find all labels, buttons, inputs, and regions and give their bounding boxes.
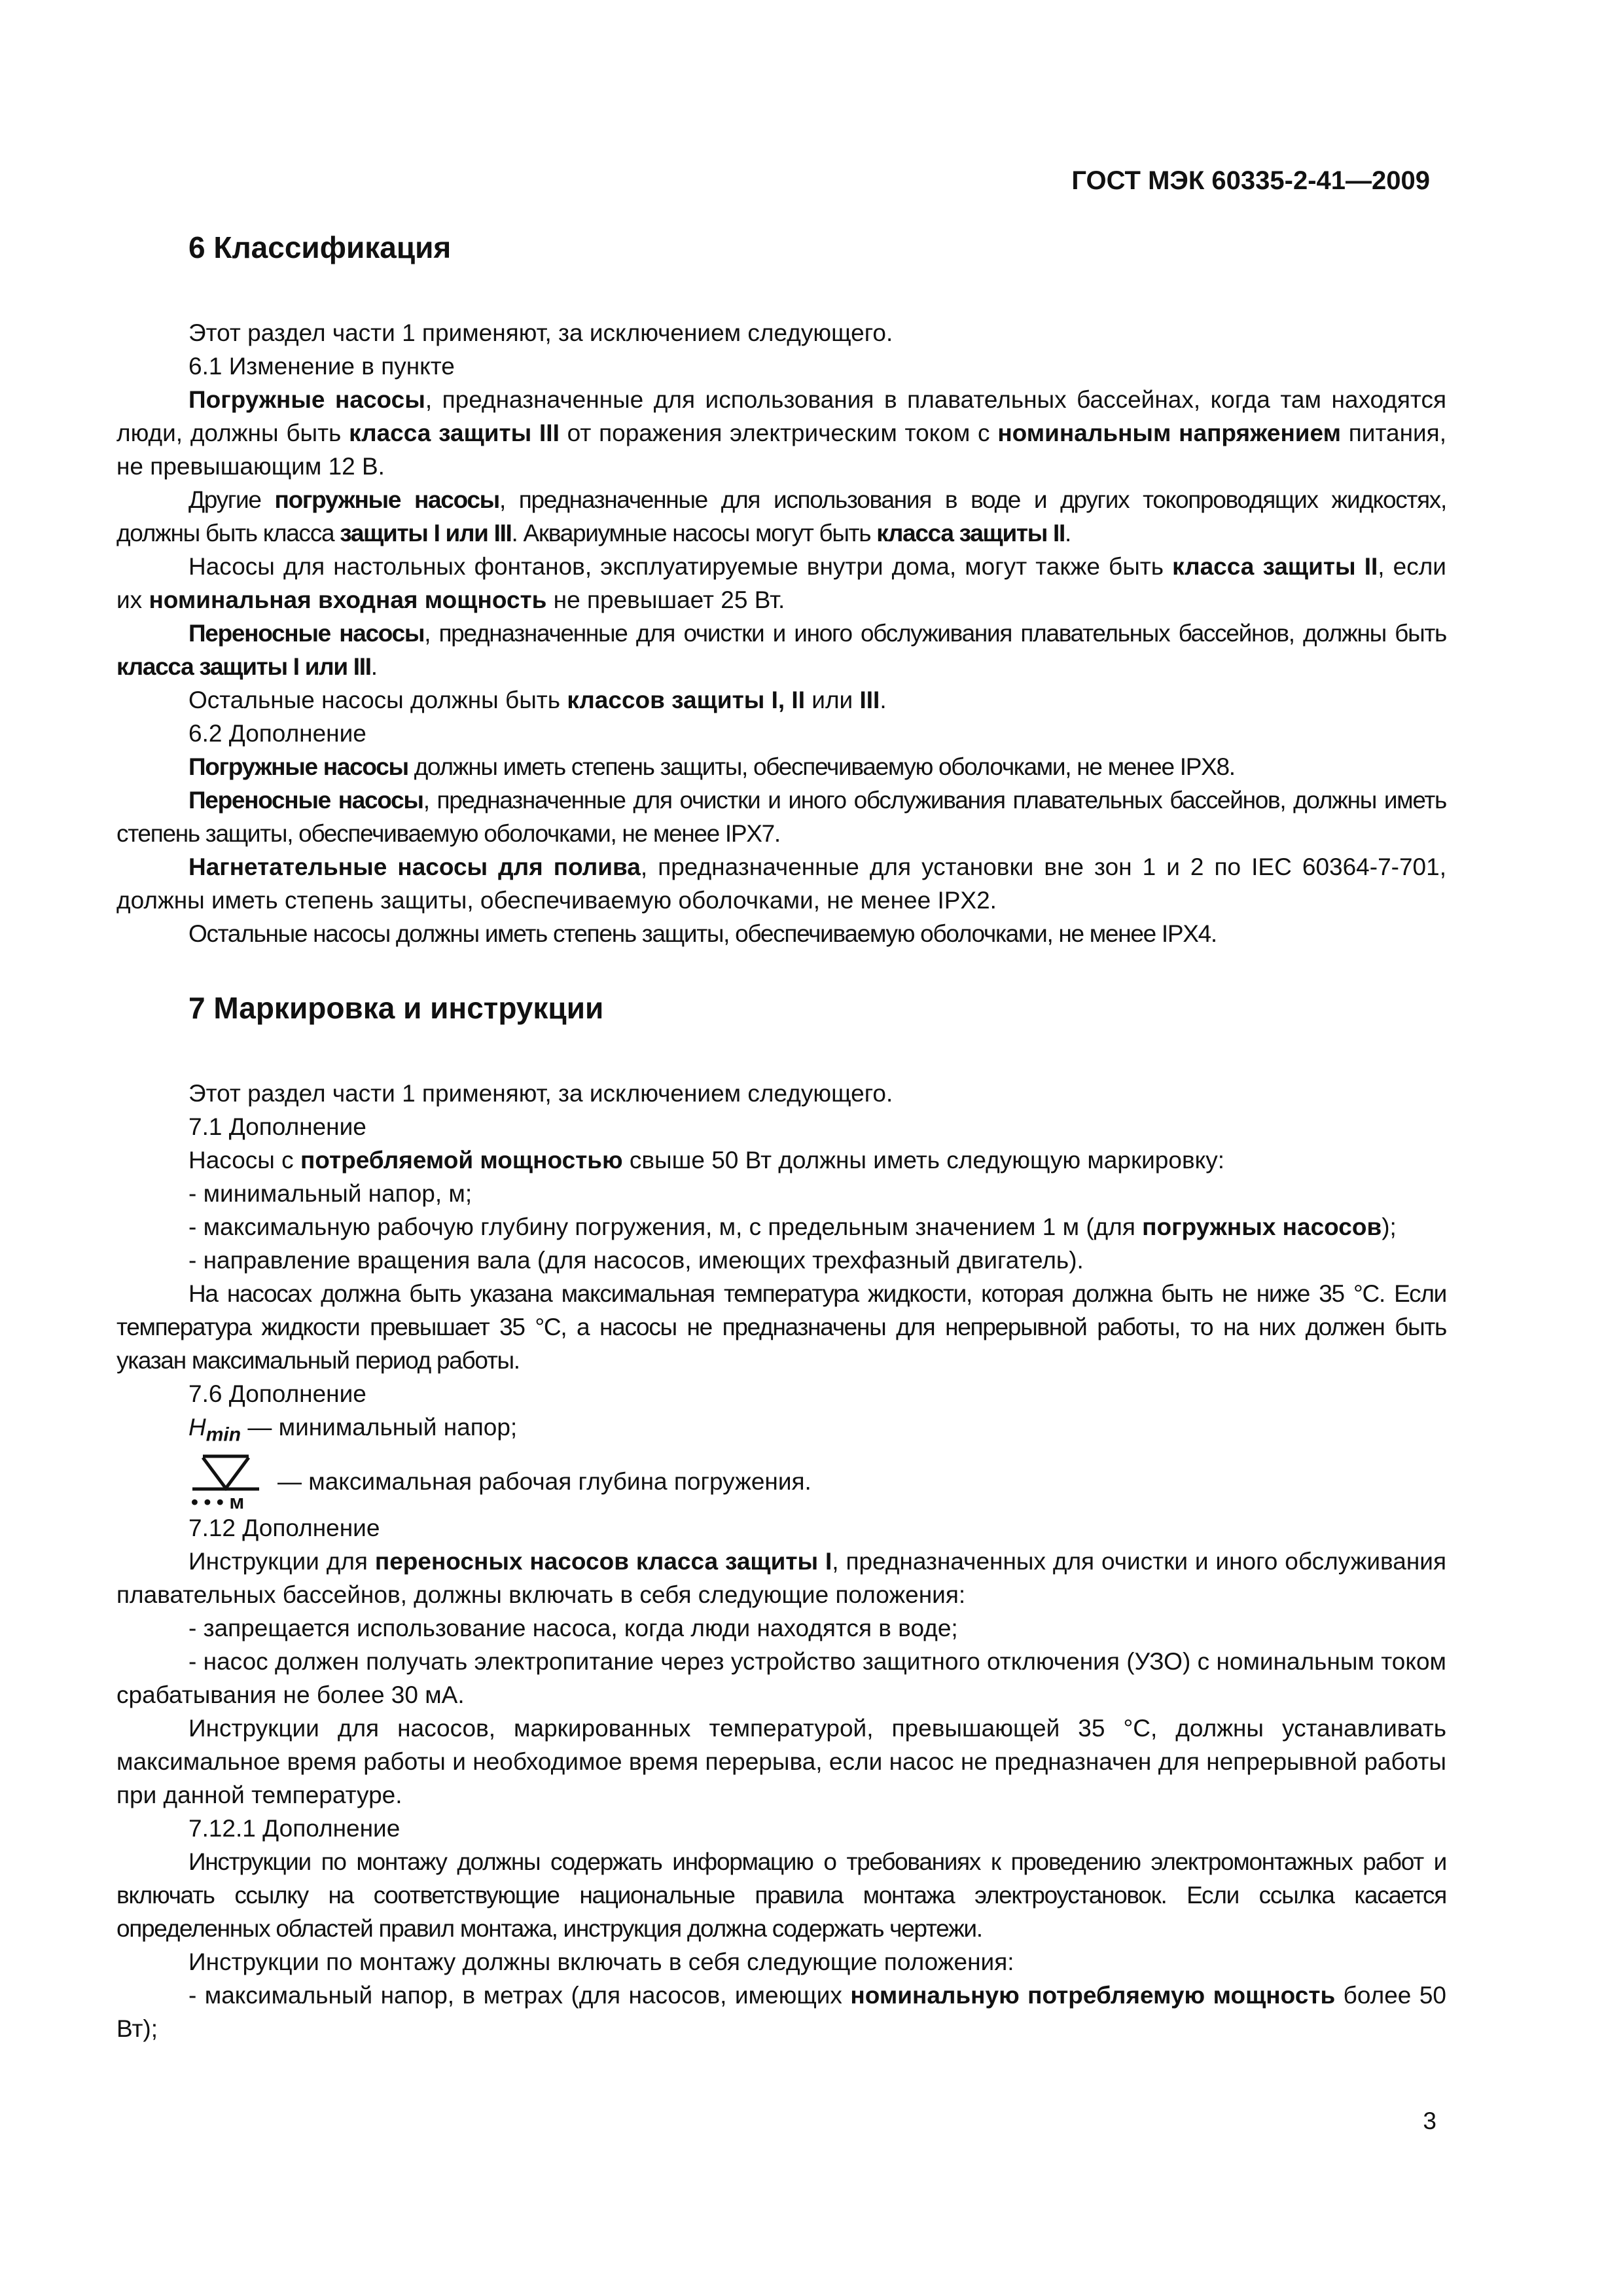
s7-paragraph-installation-provisions: Инструкции по монтажу должны включать в себя следующие положения: — [188, 1948, 1014, 1976]
s7-paragraph-portable-instructions: Инструкции для переносных насосов класса защиты I, предназначенных для очистки и иного обслуживания плавательных бассейнов, должны включать в себя следующие положения: — [116, 1548, 1446, 1609]
s7-clause-7-12: 7.12 Дополнение — [188, 1515, 380, 1542]
term: Погружные насосы — [188, 386, 425, 413]
s6-paragraph-other-pumps: Остальные насосы должны быть классов защиты I, II или III. — [188, 687, 887, 713]
term: классов защиты I, II — [567, 687, 805, 713]
hmin-symbol: H — [188, 1414, 206, 1441]
s7-paragraph-marking: Насосы с потребляемой мощностью свыше 50 Вт должны иметь следующую маркировку: — [188, 1147, 1224, 1174]
s7-list-item-rotation: - направление вращения вала (для насосов, имеющих трехфазный двигатель). — [188, 1247, 1084, 1274]
s7-list-item-rcd: - насос должен получать электропитание через устройство защитного отключения (УЗО) с номинальным током срабатывания не более 30 мА. — [116, 1648, 1446, 1709]
s6-paragraph-ipx7: Переносные насосы, предназначенные для очистки и иного обслуживания плавательных бассейнов, должны иметь степень защиты, обеспечиваемую оболочками, не менее IPX7. — [116, 787, 1446, 847]
term: погружные насосы — [274, 486, 499, 513]
s7-list-item-no-people: - запрещается использование насоса, когда люди находятся в воде; — [188, 1615, 958, 1642]
s7-hmin-line: $H_{min}$ — минимальный напор; — [188, 1414, 518, 1446]
term: класса защиты I или III — [116, 653, 371, 680]
term: номинальным напряжением — [997, 420, 1341, 446]
hmin-subscript: min — [205, 1424, 241, 1446]
s6-paragraph-other-submersible: Другие погружные насосы, предназначенные для использования в воде и других токопроводящих жидкостях, должны быть класса защиты I или III. Аквариумные насосы могут быть класса защиты II. — [116, 486, 1446, 547]
term: номинальную потребляемую мощность — [850, 1982, 1336, 2009]
standard-header: ГОСТ МЭК 60335-2-41—2009 — [1071, 166, 1430, 195]
term: номинальная входная мощность — [149, 586, 547, 613]
term: переносных насосов класса защиты I — [374, 1548, 832, 1575]
term: Переносные насосы — [188, 620, 425, 647]
term: потребляемой мощностью — [300, 1147, 623, 1174]
section-7-title: 7 Маркировка и инструкции — [188, 991, 604, 1025]
s6-paragraph-fountains: Насосы для настольных фонтанов, эксплуатируемые внутри дома, могут также быть класса защиты II, если их номинальная входная мощность не превышает 25 Вт. — [116, 553, 1446, 613]
s7-clause-7-12-1: 7.12.1 Дополнение — [188, 1815, 401, 1842]
s7-clause-7-1: 7.1 Дополнение — [188, 1113, 366, 1140]
s7-clause-7-6: 7.6 Дополнение — [188, 1380, 366, 1407]
term: погружных насосов — [1142, 1213, 1382, 1240]
s7-list-item-head: - минимальный напор, м; — [188, 1180, 473, 1207]
term: Погружные насосы — [188, 753, 408, 780]
s7-paragraph-temperature-instructions: Инструкции для насосов, маркированных температурой, превышающей 35 °С, должны устанавливать максимальное время работы и необходимое время перерыва, если насос не предназначен для непрерывной работы при данной температуре. — [116, 1715, 1446, 1809]
s6-clause-6-2: 6.2 Дополнение — [188, 720, 366, 747]
term: защиты I или III — [340, 520, 512, 547]
s7-list-item-max-head: - максимальный напор, в метрах (для насосов, имеющих номинальную потребляемую мощность более 50 Вт); — [116, 1982, 1446, 2043]
s7-paragraph-installation: Инструкции по монтажу должны содержать информацию о требованиях к проведению электромонтажных работ и включать ссылку на соответствующие национальные правила монтажа электроустановок. Если ссылка касается определенных областей правил монтажа, инструкция должна содержать чертежи. — [116, 1848, 1446, 1943]
s7-list-item-depth: - максимальную рабочую глубину погружения, м, с предельным значением 1 м (для погружных насосов); — [188, 1213, 1397, 1240]
page-number: 3 — [1423, 2108, 1436, 2134]
depth-symbol-label: • • • м — [191, 1490, 245, 1511]
s6-clause-6-1: 6.1 Изменение в пункте — [188, 353, 455, 380]
submersion-depth-icon — [188, 1452, 266, 1511]
term: III — [859, 687, 880, 713]
s6-paragraph-submersible-pools: Погружные насосы, предназначенные для использования в плавательных бассейнах, когда там находятся люди, должны быть класса защиты III от поражения электрическим током с номинальным напряжением питания, не превышающим 12 В. — [116, 386, 1446, 480]
depth-symbol-line — [188, 1451, 1446, 1511]
term: класса защиты II — [876, 520, 1065, 547]
depth-symbol-text: — максимальная рабочая глубина погружения. — [277, 1467, 812, 1495]
term: класса защиты III — [349, 420, 560, 446]
section-6-title: 6 Классификация — [188, 230, 452, 264]
page-content — [116, 228, 1446, 2045]
term: Переносные насосы — [188, 787, 423, 814]
s6-paragraph-ipx2: Нагнетательные насосы для полива, предназначенные для установки вне зон 1 и 2 по IEC 60364-7-701, должны иметь степень защиты, обеспечиваемую оболочками, не менее IPX2. — [116, 853, 1446, 914]
s6-paragraph-portable: Переносные насосы, предназначенные для очистки и иного обслуживания плавательных бассейнов, должны быть класса защиты I или III. — [116, 620, 1446, 680]
term: Нагнетательные насосы для полива — [188, 853, 641, 880]
s7-paragraph-temperature: На насосах должна быть указана максимальная температура жидкости, которая должна быть не ниже 35 °С. Если температура жидкости превышает 35 °С, а насосы не предназначены для непрерывной работы, то на них должен быть указан максимальный период работы. — [116, 1280, 1446, 1374]
s6-paragraph-ipx4: Остальные насосы должны иметь степень защиты, обеспечиваемую оболочками, не менее IPX4. — [188, 920, 1217, 947]
s7-paragraph-1: Этот раздел части 1 применяют, за исключением следующего. — [188, 1080, 893, 1107]
s6-paragraph-ipx8: Погружные насосы должны иметь степень защиты, обеспечиваемую оболочками, не менее IPX8. — [188, 753, 1235, 780]
term: класса защиты II — [1172, 553, 1378, 580]
s6-paragraph-1: Этот раздел части 1 применяют, за исключением следующего. — [188, 319, 893, 346]
